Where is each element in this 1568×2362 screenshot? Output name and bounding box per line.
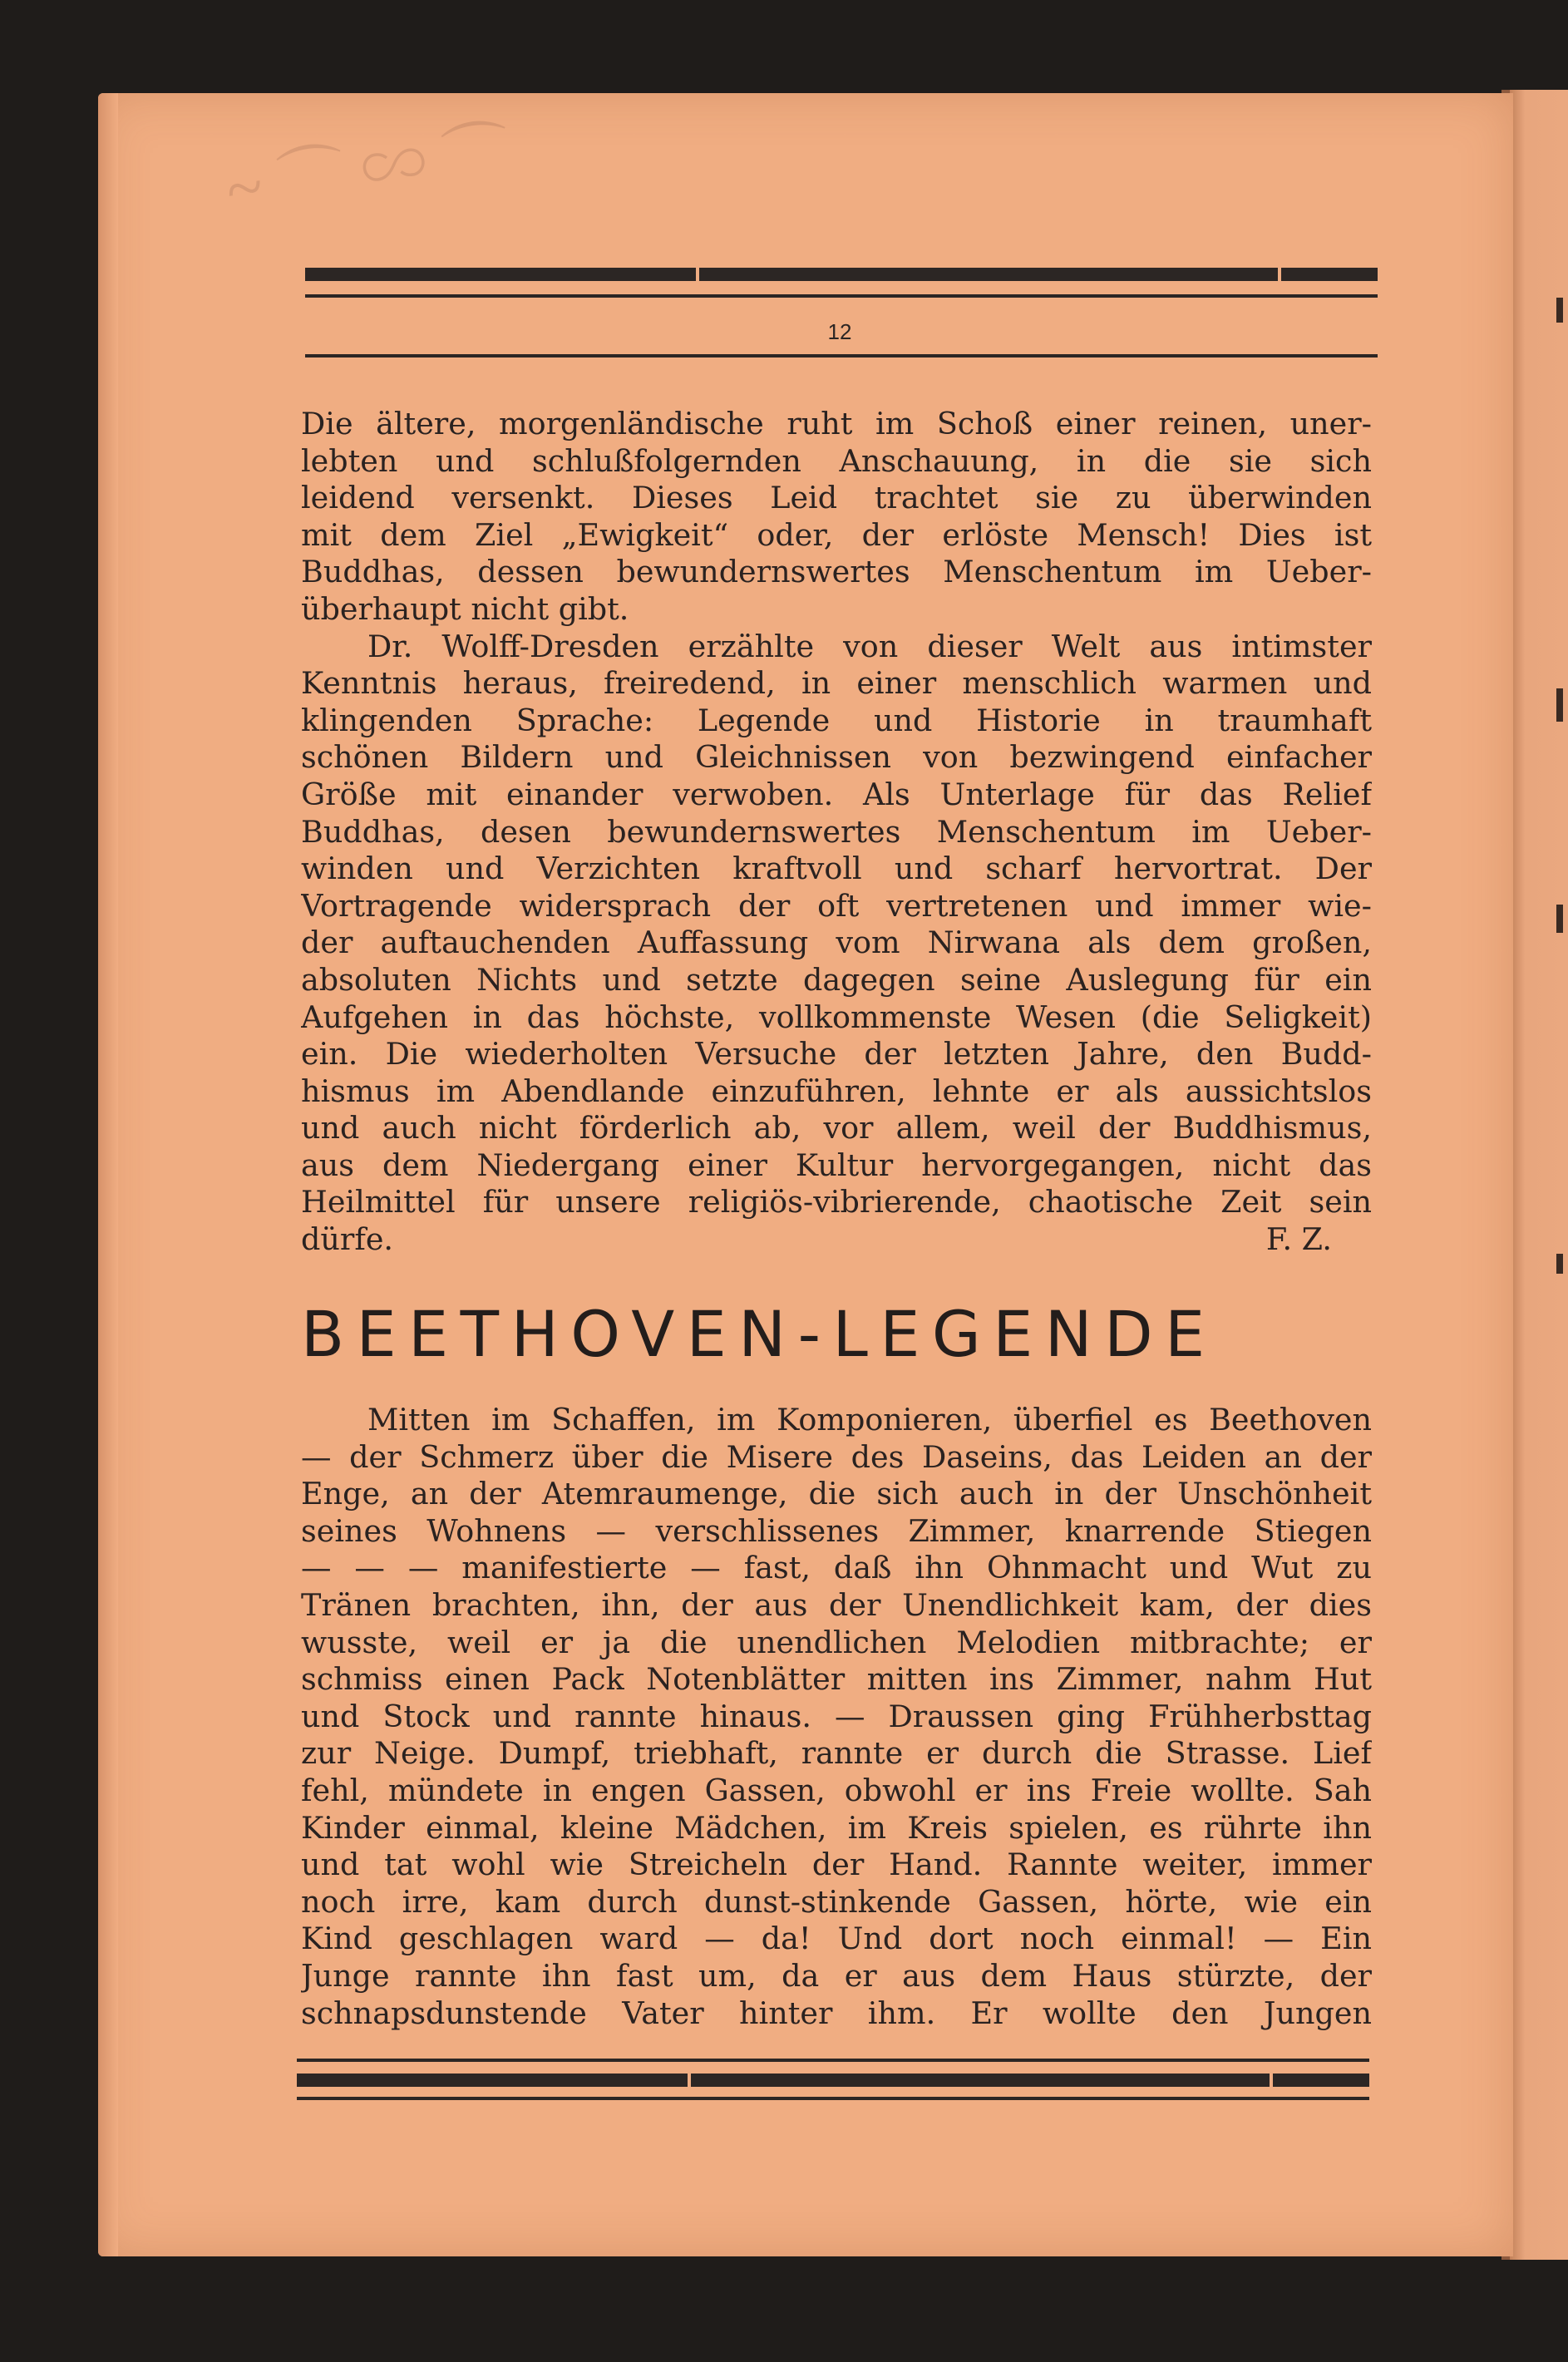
text-line: Kind geschlagen ward — da! Und dort noch einmal! — Ein (301, 1921, 1372, 1957)
text-line: wusste, weil er ja die unendlichen Melodien mitbrachte; er (301, 1624, 1372, 1660)
text-line: Tränen brachten, ihn, der aus der Unendlichkeit kam, der dies (301, 1586, 1372, 1623)
text-line: absoluten Nichts und setzte dagegen seine Auslegung für ein (301, 961, 1372, 998)
text-line: Größe mit einander verwoben. Als Unterlage für das Relief (301, 776, 1372, 812)
text-line: — — — manifestierte — fast, daß ihn Ohnmacht und Wut zu (301, 1550, 1372, 1586)
text-line: Buddhas, desen bewundernswertes Menschentum im Ueber- (301, 813, 1372, 850)
facing-page-mark (1556, 1254, 1563, 1274)
text-line: schönen Bildern und Gleichnissen von bezwingend einfacher (301, 739, 1372, 776)
text-line: — der Schmerz über die Misere des Daseins, das Leiden an der (301, 1438, 1372, 1475)
text-line: fehl, mündete in engen Gassen, obwohl er ins Freie wollte. Sah (301, 1772, 1372, 1808)
closing-line (301, 1221, 1372, 1259)
text-line: klingenden Sprache: Legende und Historie in traumhaft (301, 702, 1372, 738)
text-line: Enge, an der Atemraumenge, die sich auch in der Unschönheit (301, 1476, 1372, 1512)
text-line: zur Neige. Dumpf, triebhaft, rannte er durch die Strasse. Lief (301, 1735, 1372, 1772)
text-line: Dr. Wolff-Dresden erzählte von dieser Welt aus intimster (367, 628, 1372, 664)
article-heading: BEETHOVEN-LEGENDE (301, 1297, 1217, 1371)
header-rule-thin (305, 294, 1378, 298)
facing-page-mark (1556, 298, 1563, 323)
text-line: noch irre, kam durch dunst-stinkende Gassen, hörte, wie ein (301, 1883, 1372, 1920)
text-line: ein. Die wiederholten Versuche der letzten Jahre, den Budd- (301, 1036, 1372, 1073)
text-line: Junge rannte ihn fast um, da er aus dem Haus stürzte, der (301, 1957, 1372, 1994)
text-line: hismus im Abendlande einzuführen, lehnte er als aussichtslos (301, 1073, 1372, 1109)
text-line: Die ältere, morgenländische ruht im Schoß einer reinen, uner- (301, 406, 1372, 441)
text-line: Aufgehen in das höchste, vollkommenste Wesen (die Seligkeit) (301, 999, 1372, 1035)
text-line: Heilmittel für unsere religiös-vibrierende, chaotische Zeit sein (301, 1184, 1372, 1220)
article-beethoven (301, 1402, 1372, 2032)
article-buddhism (301, 406, 1372, 1259)
page-edge (98, 93, 118, 2256)
text-line: seines Wohnens — verschlissenes Zimmer, knarrende Stiegen (301, 1512, 1372, 1549)
text-line: Kinder einmal, kleine Mädchen, im Kreis spielen, es rührte ihn (301, 1809, 1372, 1846)
page-number: 12 (827, 319, 852, 344)
text-line: winden und Verzichten kraftvoll und scharf hervortrat. Der (301, 851, 1372, 887)
text-line: Mitten im Schaffen, im Komponieren, überfiel es Beethoven (367, 1402, 1372, 1437)
text-line: Kenntnis heraus, freiredend, in einer menschlich warmen und (301, 665, 1372, 702)
text-line: aus dem Niedergang einer Kultur hervorgegangen, nicht das (301, 1146, 1372, 1183)
footer-rule-thin (297, 2059, 1369, 2062)
facing-page-mark (1556, 688, 1563, 722)
facing-page-edge (1506, 90, 1568, 2260)
footer-rule-thick (297, 2074, 1369, 2087)
text-line: überhaupt nicht gibt. (301, 590, 629, 627)
text-line: und tat wohl wie Streicheln der Hand. Rannte weiter, immer (301, 1847, 1372, 1883)
author-signature: F. Z. (1265, 1221, 1332, 1258)
text-line: dürfe. (301, 1221, 394, 1258)
pencil-scribble: ~ ⌒ ∽ ⌒ (221, 115, 515, 228)
facing-page-mark (1556, 905, 1563, 933)
text-line: lebten und schlußfolgernden Anschauung, in die sie sich (301, 442, 1372, 479)
header-rule-thick (305, 268, 1378, 281)
footer-rule-bottom (297, 2097, 1369, 2100)
text-line: Buddhas, dessen bewundernswertes Menschentum im Ueber- (301, 554, 1372, 590)
header-rule-bottom (305, 354, 1378, 358)
text-line: und Stock und rannte hinaus. — Draussen ging Frühherbsttag (301, 1698, 1372, 1734)
text-line: und auch nicht förderlich ab, vor allem, weil der Buddhismus, (301, 1110, 1372, 1146)
text-line: mit dem Ziel „Ewigkeit“ oder, der erlöste Mensch! Dies ist (301, 516, 1372, 553)
text-line: Vortragende widersprach der oft vertretenen und immer wie- (301, 887, 1372, 924)
text-line: der auftauchenden Auffassung vom Nirwana als dem großen, (301, 925, 1372, 961)
text-line: leidend versenkt. Dieses Leid trachtet sie zu überwinden (301, 480, 1372, 516)
text-line: schmiss einen Pack Notenblätter mitten ins Zimmer, nahm Hut (301, 1661, 1372, 1698)
text-line: schnapsdunstende Vater hinter ihm. Er wollte den Jungen (301, 1995, 1372, 2031)
